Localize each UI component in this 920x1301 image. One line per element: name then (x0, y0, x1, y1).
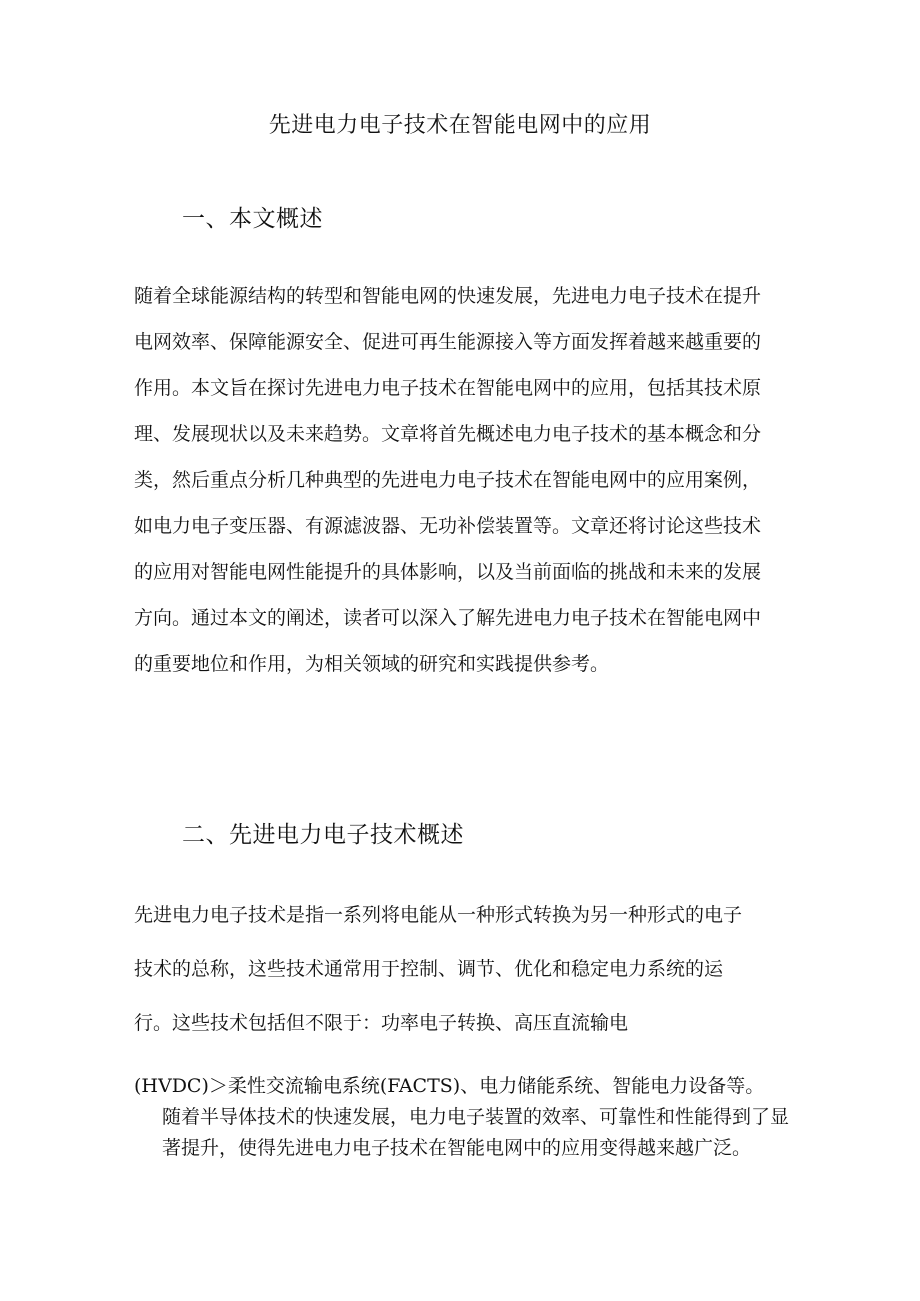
paragraph-line: 行。这些技术包括但不限于：功率电子转换、高压直流输电 (134, 1012, 629, 1034)
paragraph-line: 类，然后重点分析几种典型的先进电力电子技术在智能电网中的应用案例， (134, 469, 762, 491)
section-heading-overview: 一、本文概述 (182, 206, 323, 232)
paragraph-line: 电网效率、保障能源安全、促进可再生能源接入等方面发挥着越来越重要的 (134, 331, 762, 353)
paragraph-line: 如电力电子变压器、有源滤波器、无功补偿装置等。文章还将讨论这些技术 (134, 515, 762, 537)
overview-paragraph (134, 273, 794, 687)
paragraph-line: 随着半导体技术的快速发展，电力电子装置的效率、可靠性和性能得到了显 (162, 1106, 790, 1128)
paragraph-line: 先进电力电子技术是指一系列将电能从一种形式转换为另一种形式的电子 (134, 904, 743, 926)
paragraph-line: 技术的总称，这些技术通常用于控制、调节、优化和稳定电力系统的运 (134, 958, 724, 980)
technology-paragraph (134, 892, 794, 1046)
technology-paragraph-continued (134, 1071, 794, 1164)
paragraph-line: 理、发展现状以及未来趋势。文章将首先概述电力电子技术的基本概念和分 (134, 423, 762, 445)
paragraph-line: 著提升，使得先进电力电子技术在智能电网中的应用变得越来越广泛。 (162, 1137, 752, 1159)
document-title: 先进电力电子技术在智能电网中的应用 (268, 113, 652, 138)
paragraph-line: 随着全球能源结构的转型和智能电网的快速发展，先进电力电子技术在提升 (134, 285, 762, 307)
paragraph-line: 的应用对智能电网性能提升的具体影响，以及当前面临的挑战和未来的发展 (134, 561, 762, 583)
paragraph-line: 作用。本文旨在探讨先进电力电子技术在智能电网中的应用，包括其技术原 (134, 377, 762, 399)
section-heading-technology: 二、先进电力电子技术概述 (182, 822, 464, 848)
paragraph-line: 方向。通过本文的阐述，读者可以深入了解先进电力电子技术在智能电网中 (134, 607, 762, 629)
paragraph-line: (HVDC)＞柔性交流输电系统(FACTS)、电力储能系统、智能电力设备等。 (134, 1075, 765, 1097)
paragraph-line: 的重要地位和作用，为相关领域的研究和实践提供参考。 (134, 653, 610, 675)
